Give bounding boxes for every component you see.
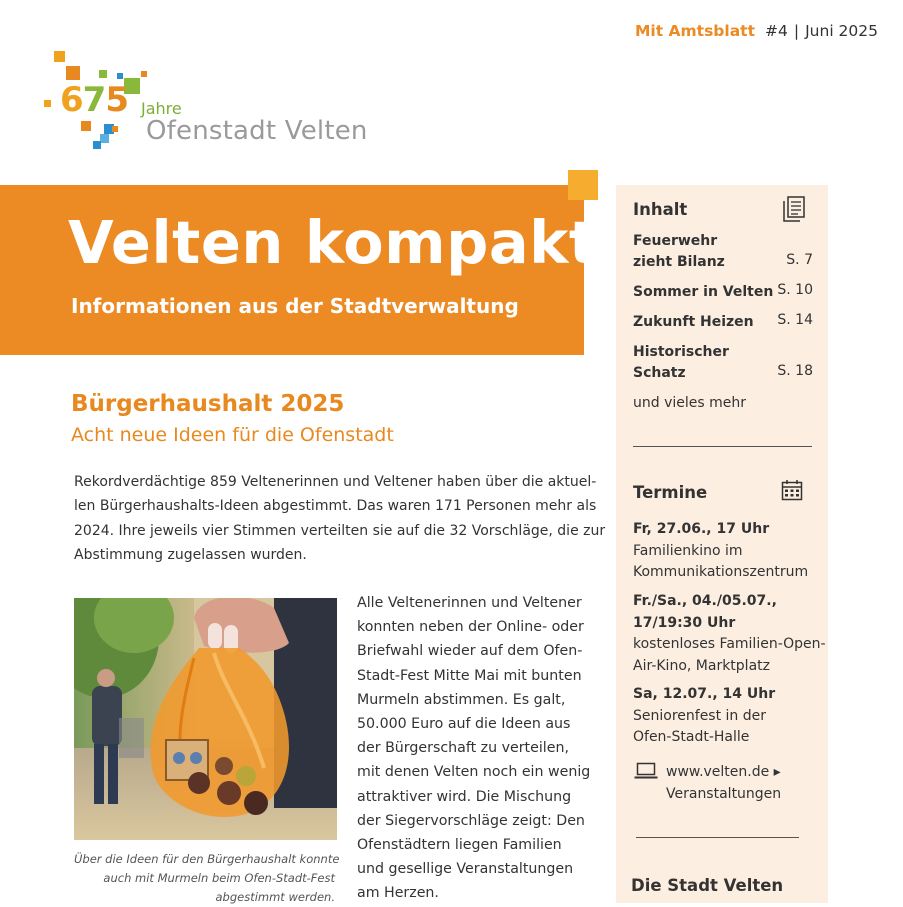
- divider: [636, 837, 799, 838]
- contents-item-heizen[interactable]: Zukunft Heizen S. 14: [633, 312, 813, 330]
- article-intro: Rekordverdächtige 859 Veltenerinnen und Veltener haben über die aktuel- len Bürgerhaushalts-Ideen abgestimmt. Das waren 171 Personen mehr als 2024. Ihre jeweils vier Stimmen verteilten sie auf die 32 Vorschläge, die zur Abstimmung zugelassen wurden.: [74, 474, 606, 563]
- contents-heading: Inhalt: [633, 200, 688, 219]
- page-number: S. 18: [777, 363, 813, 379]
- issue-line: [635, 22, 878, 40]
- marbles-photo: [74, 598, 337, 840]
- events-website-link[interactable]: www.velten.de ▸ Veranstaltungen: [666, 764, 782, 802]
- logo-jahre: Jahre: [141, 99, 182, 118]
- page-number: S. 14: [777, 312, 813, 328]
- article-body: Alle Veltenerinnen und Veltener konnten neben der Online- oder Briefwahl wieder auf dem Ofen- Stadt-Fest Mitte Mai mit bunten Murmeln abstimmen. Es galt, 50.000 Euro auf die Ideen aus der Bürgerschaft zu verteilen, mit denen Velten noch ein wenig attraktiver wird. Die Mischung der Siegervorschläge zeigt: Den Ofenstädtern liegen Familien und gesellige Veranstaltungen am Herzen.: [357, 595, 591, 902]
- issue-date: Juni 2025: [805, 22, 878, 40]
- events-heading: Termine: [633, 483, 708, 502]
- city-heading: Die Stadt Velten: [631, 876, 784, 895]
- page-number: S. 7: [786, 252, 813, 268]
- magazine-subtitle: Informationen aus der Stadtverwaltung: [71, 294, 519, 318]
- logo-city-name: Ofenstadt Velten: [146, 116, 368, 146]
- banner-corner-square: [568, 170, 598, 200]
- calendar-icon: [781, 479, 803, 501]
- logo-675: 675: [60, 80, 129, 120]
- event-item: Fr./Sa., 04./05.07., 17/19:30 Uhr kostenloses Familien-Open- Air-Kino, Marktplatz: [633, 593, 826, 674]
- issue-separator: |: [793, 22, 800, 40]
- page-number: S. 10: [777, 282, 813, 298]
- laptop-icon: [634, 762, 658, 780]
- amtsblatt-label: Mit Amtsblatt: [634, 22, 755, 40]
- issue-number: #4: [765, 22, 788, 40]
- divider: [633, 446, 812, 447]
- contents-more: und vieles mehr: [633, 395, 746, 411]
- document-icon: [782, 196, 806, 222]
- article-subtitle: Acht neue Ideen für die Ofenstadt: [71, 424, 394, 446]
- sidebar: [616, 185, 828, 903]
- contents-item-feuerwehr[interactable]: Feuerwehr zieht Bilanz S. 7: [633, 233, 813, 270]
- magazine-title: Velten kompakt: [68, 208, 598, 277]
- photo-caption: Über die Ideen für den Bürgerhaushalt konnte auch mit Murmeln beim Ofen-Stadt-Fest abgestimmt werden.: [74, 852, 340, 904]
- article-title: Bürgerhaushalt 2025: [71, 391, 345, 417]
- event-item: Fr, 27.06., 17 Uhr Familienkino im Kommunikationszentrum: [633, 521, 809, 580]
- contents-item-sommer[interactable]: Sommer in Velten S. 10: [633, 282, 813, 300]
- contents-item-schatz[interactable]: Historischer Schatz S. 18: [633, 344, 813, 381]
- event-item: Sa, 12.07., 14 Uhr Seniorenfest in der Ofen-Stadt-Halle: [633, 686, 776, 745]
